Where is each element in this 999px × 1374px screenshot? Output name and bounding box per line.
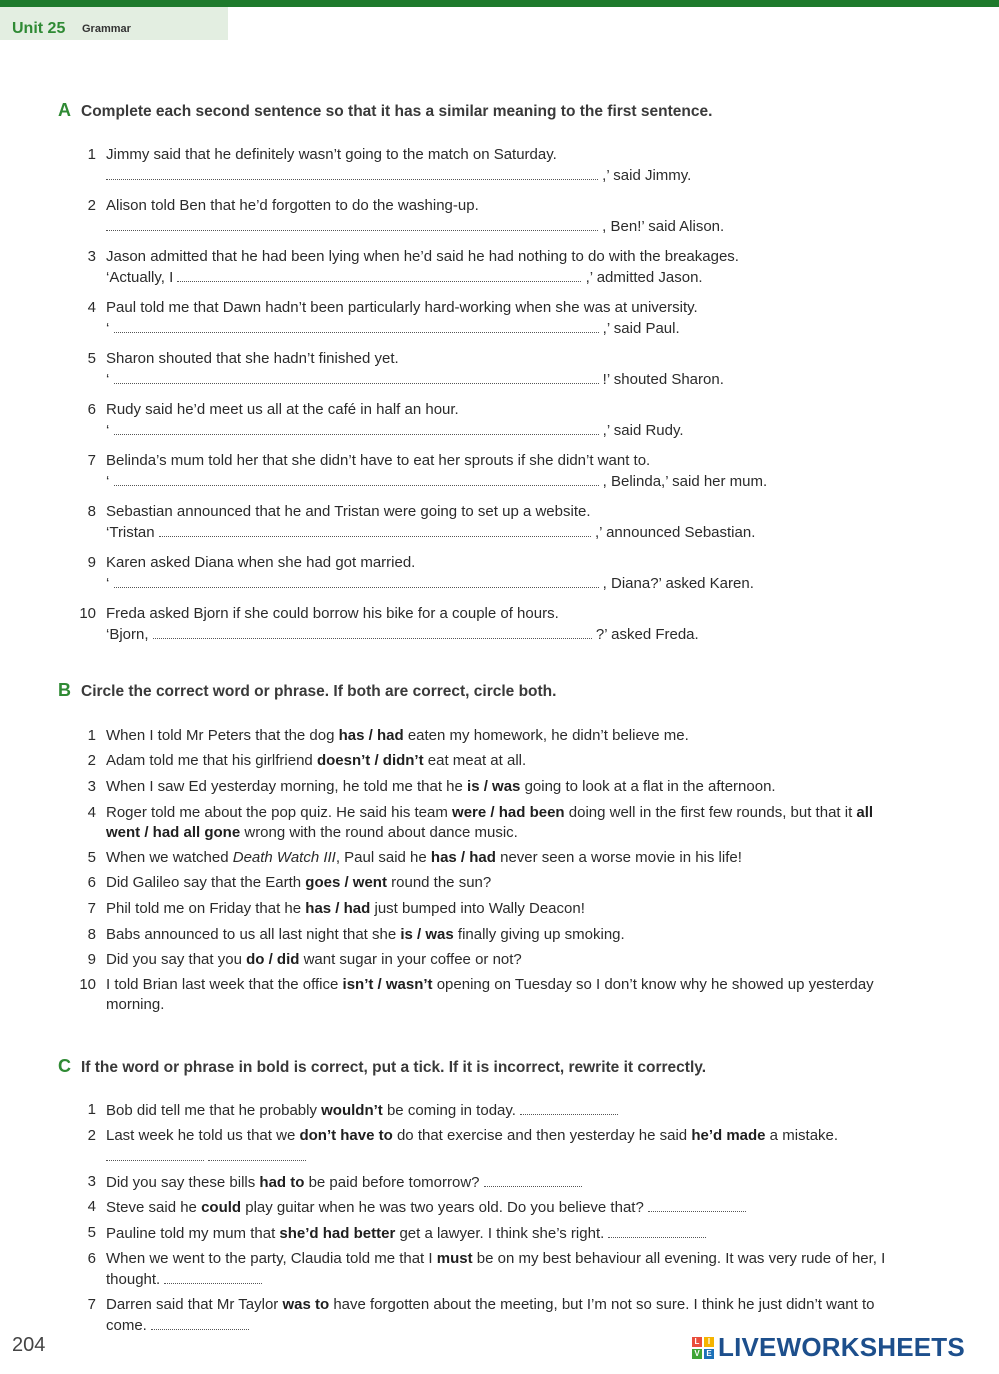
item-sentence [106,1223,908,1244]
answer-suffix: , Ben!’ said Alison. [598,218,725,235]
item-sentence [106,873,908,893]
text-segment: wrong with the round about dance music. [240,824,518,841]
section-c-instruction: If the word or phrase in bold is correct, put a tick. If it is incorrect, rewrite it correctly. [81,1059,707,1076]
text-segment: opening on Tuesday so I don’t know why he showed up yesterday morning. [106,976,874,1013]
item-sentence: Jimmy said that he definitely wasn’t going to the match on Saturday. [106,146,557,163]
text-segment: a mistake. [765,1127,839,1144]
item-number: 5 [87,350,96,367]
item-sentence: Alison told Ben that he’d forgotten to do the washing-up. [106,197,479,214]
exercise-a-item [78,451,908,492]
text-segment: Steve said he [106,1199,202,1216]
exercise-b-item [78,777,908,797]
logo-text: LIVEWORKSHEETS [718,1332,965,1362]
answer-line [106,216,908,237]
item-sentence [106,777,908,797]
item-number: 10 [79,976,96,993]
answer-suffix: , Diana?’ asked Karen. [598,575,754,592]
text-segment: do that exercise and then yesterday he said [392,1127,692,1144]
answer-suffix: ,’ said Rudy. [598,422,684,439]
exercise-b-item [78,873,908,893]
answer-blank[interactable] [164,1269,262,1284]
exercise-b-item [78,751,908,771]
text-segment: want sugar in your coffee or not? [299,951,522,968]
text-segment: Did you say these bills [106,1174,260,1191]
bold-choice[interactable]: do / did [246,951,300,968]
exercise-b-item [78,726,908,746]
item-sentence [106,803,908,843]
exercise-a-item [78,349,908,390]
bold-choice[interactable]: has / had [305,900,371,917]
item-number: 8 [87,503,96,520]
text-segment: round the sun? [386,874,492,891]
item-number: 4 [87,299,96,316]
exercise-a-item [78,196,908,237]
item-sentence: Freda asked Bjorn if she could borrow his bike for a couple of hours. [106,605,559,622]
text-segment: play guitar when he was two years old. Do you believe that? [241,1199,648,1216]
top-accent-bar [0,0,999,7]
exercise-a-item [78,604,908,645]
section-a-instruction: Complete each second sentence so that it has a similar meaning to the first sentence. [81,103,713,120]
answer-blank[interactable] [608,1223,706,1238]
text-segment: , Paul said he [335,849,431,866]
item-number: 9 [87,951,96,968]
bold-choice[interactable]: is / was [400,926,454,943]
item-number: 7 [87,1296,96,1313]
bold-choice[interactable]: is / was [467,778,521,795]
item-sentence: Jason admitted that he had been lying when he’d said he had nothing to do with the breakages. [106,248,739,265]
item-sentence [106,1197,908,1218]
text-segment: Phil told me on Friday that he [106,900,306,917]
text-segment: get a lawyer. I think she’s right. [395,1225,609,1242]
exercise-c-item [78,1126,908,1167]
text-segment: be coming in today. [382,1102,521,1119]
text-segment: Bob did tell me that he probably [106,1102,322,1119]
item-sentence: Belinda’s mum told her that she didn’t have to eat her sprouts if she didn’t want to. [106,452,651,469]
item-sentence [106,1295,908,1336]
answer-line [106,624,908,645]
item-sentence [106,848,908,868]
text-segment: have forgotten about the meeting, but I’m not so sure. I think he just didn’t want to come. [106,1296,875,1334]
text-segment: Darren said that Mr Taylor [106,1296,283,1313]
answer-suffix: ,’ said Jimmy. [598,167,692,184]
italic-title: Death Watch III [232,849,336,866]
item-number: 5 [87,849,96,866]
answer-prefix: ‘ [106,473,114,490]
exercise-b-item [78,975,908,1015]
item-number: 2 [87,197,96,214]
item-sentence [106,726,908,746]
text-segment: When we went to the party, Claudia told me that I [106,1250,437,1267]
section-a-heading [58,100,712,121]
answer-blank[interactable] [106,165,598,180]
answer-blank[interactable] [208,1146,306,1161]
item-number: 9 [87,554,96,571]
exercise-c-item [78,1100,908,1121]
answer-blank[interactable] [114,369,599,384]
exercise-c-item [78,1223,908,1244]
answer-blank[interactable] [484,1172,582,1187]
text-segment: finally giving up smoking. [453,926,625,943]
answer-line [106,522,908,543]
item-number: 3 [87,248,96,265]
text-segment: When I told Mr Peters that the dog [106,727,339,744]
text-segment: Adam told me that his girlfriend [106,752,317,769]
item-sentence [106,1172,908,1193]
answer-blank[interactable] [151,1315,249,1330]
item-number: 3 [87,778,96,795]
bold-choice[interactable]: was to [282,1296,330,1313]
answer-blank[interactable] [114,471,599,486]
logo-square: I [704,1337,714,1347]
answer-suffix: !’ shouted Sharon. [598,371,724,388]
text-segment: Pauline told my mum that [106,1225,280,1242]
bold-choice[interactable]: don’t have to [299,1127,393,1144]
answer-prefix: ‘Tristan [106,524,159,541]
bold-choice[interactable]: isn’t / wasn’t [342,976,433,993]
answer-prefix: ‘ [106,575,114,592]
bold-choice[interactable]: could [201,1199,242,1216]
bold-choice[interactable]: has / had [430,849,496,866]
item-number: 6 [87,1250,96,1267]
bold-choice[interactable]: had to [259,1174,305,1191]
exercise-b-item [78,925,908,945]
bold-choice[interactable]: has / had [338,727,404,744]
section-c-letter: C [58,1056,71,1076]
section-b-letter: B [58,680,71,700]
answer-line [106,471,908,492]
answer-blank[interactable] [159,522,591,537]
answer-blank[interactable] [177,267,581,282]
exercise-b-item [78,950,908,970]
item-sentence: Rudy said he’d meet us all at the café in half an hour. [106,401,459,418]
answer-suffix: , Belinda,’ said her mum. [598,473,768,490]
item-sentence [106,1249,908,1290]
answer-prefix: ‘ [106,371,114,388]
answer-prefix: ‘ [106,422,114,439]
text-segment: Roger told me about the pop quiz. He said his team [106,804,453,821]
item-sentence: Paul told me that Dawn hadn’t been particularly hard-working when she was at university. [106,299,698,316]
text-segment: be on my best behaviour all evening. It was very rude of her, I thought. [106,1250,886,1288]
exercise-a-item [78,145,908,186]
item-sentence [106,975,908,1015]
text-segment: doing well in the first few rounds, but that it [564,804,857,821]
text-segment: Did you say that you [106,951,247,968]
item-number: 1 [87,1101,96,1118]
answer-suffix: ?’ asked Freda. [591,626,699,643]
text-segment: going to look at a flat in the afternoon. [520,778,776,795]
item-sentence: Sharon shouted that she hadn’t finished yet. [106,350,399,367]
item-number: 6 [87,401,96,418]
text-segment: just bumped into Wally Deacon! [370,900,585,917]
logo-square: L [692,1337,702,1347]
text-segment: Did Galileo say that the Earth [106,874,306,891]
item-number: 10 [79,605,96,622]
answer-blank[interactable] [106,1146,204,1161]
answer-blank[interactable] [114,318,599,333]
item-number: 4 [87,1198,96,1215]
bold-choice[interactable]: must [436,1250,473,1267]
exercise-c-item [78,1197,908,1218]
item-number: 2 [87,1127,96,1144]
answer-blank[interactable] [648,1197,746,1212]
answer-prefix: ‘ [106,320,114,337]
bold-choice[interactable]: doesn’t / didn’t [316,752,424,769]
section-b-instruction: Circle the correct word or phrase. If both are correct, circle both. [81,683,557,700]
answer-line [106,573,908,594]
item-number: 3 [87,1173,96,1190]
bold-choice[interactable]: goes / went [305,874,387,891]
item-sentence [106,1126,908,1167]
answer-line [106,369,908,390]
answer-suffix: ,’ said Paul. [598,320,680,337]
item-number: 5 [87,1224,96,1241]
page-number: 204 [12,1334,46,1356]
answer-prefix: ‘Bjorn, [106,626,153,643]
answer-blank[interactable] [106,216,598,231]
logo-square: V [692,1349,702,1359]
item-sentence [106,950,908,970]
exercise-a-item [78,553,908,594]
item-number: 2 [87,752,96,769]
item-sentence: Karen asked Diana when she had got married. [106,554,416,571]
section-c-heading [58,1056,706,1077]
liveworksheets-logo [692,1332,965,1363]
item-sentence [106,751,908,771]
answer-blank[interactable] [153,624,592,639]
text-segment: When I saw Ed yesterday morning, he told me that he [106,778,468,795]
exercise-c-item [78,1295,908,1336]
text-segment: never seen a worse movie in his life! [495,849,742,866]
item-sentence: Sebastian announced that he and Tristan were going to set up a website. [106,503,591,520]
text-segment: Babs announced to us all last night that she [106,926,401,943]
answer-blank[interactable] [114,420,599,435]
unit-label: Unit 25 [12,20,66,37]
exercise-a-item [78,400,908,441]
exercise-b-item [78,899,908,919]
answer-blank[interactable] [114,573,599,588]
answer-line [106,318,908,339]
exercise-a-item [78,247,908,288]
item-number: 1 [87,727,96,744]
text-segment: I told Brian last week that the office [106,976,343,993]
answer-blank[interactable] [520,1100,618,1115]
logo-mark-icon [692,1337,714,1359]
section-a-letter: A [58,100,71,120]
item-number: 7 [87,900,96,917]
text-segment: be paid before tomorrow? [304,1174,484,1191]
item-sentence [106,899,908,919]
answer-line [106,165,908,186]
logo-square: E [704,1349,714,1359]
item-number: 8 [87,926,96,943]
exercise-a-item [78,502,908,543]
item-number: 7 [87,452,96,469]
text-segment: eaten my homework, he didn’t believe me. [403,727,689,744]
text-segment: Last week he told us that we [106,1127,300,1144]
answer-line [106,420,908,441]
section-label: Grammar [82,23,131,35]
item-sentence [106,925,908,945]
item-sentence [106,1100,908,1121]
item-number: 6 [87,874,96,891]
answer-suffix: ,’ admitted Jason. [581,269,703,286]
section-b-heading [58,680,556,701]
exercise-a-item [78,298,908,339]
bold-choice[interactable]: he’d made [691,1127,766,1144]
answer-prefix: ‘Actually, I [106,269,178,286]
text-segment: eat meat at all. [423,752,527,769]
answer-line [106,267,908,288]
bold-choice[interactable]: she’d had better [279,1225,396,1242]
text-segment: When we watched [106,849,233,866]
bold-choice[interactable]: all went / had all gone [106,804,874,841]
item-number: 4 [87,804,96,821]
exercise-c-item [78,1172,908,1193]
item-number: 1 [87,146,96,163]
answer-suffix: ,’ announced Sebastian. [590,524,756,541]
exercise-c-item [78,1249,908,1290]
bold-choice[interactable]: were / had been [452,804,565,821]
bold-choice[interactable]: wouldn’t [321,1102,383,1119]
exercise-b-item [78,803,908,843]
exercise-b-item [78,848,908,868]
